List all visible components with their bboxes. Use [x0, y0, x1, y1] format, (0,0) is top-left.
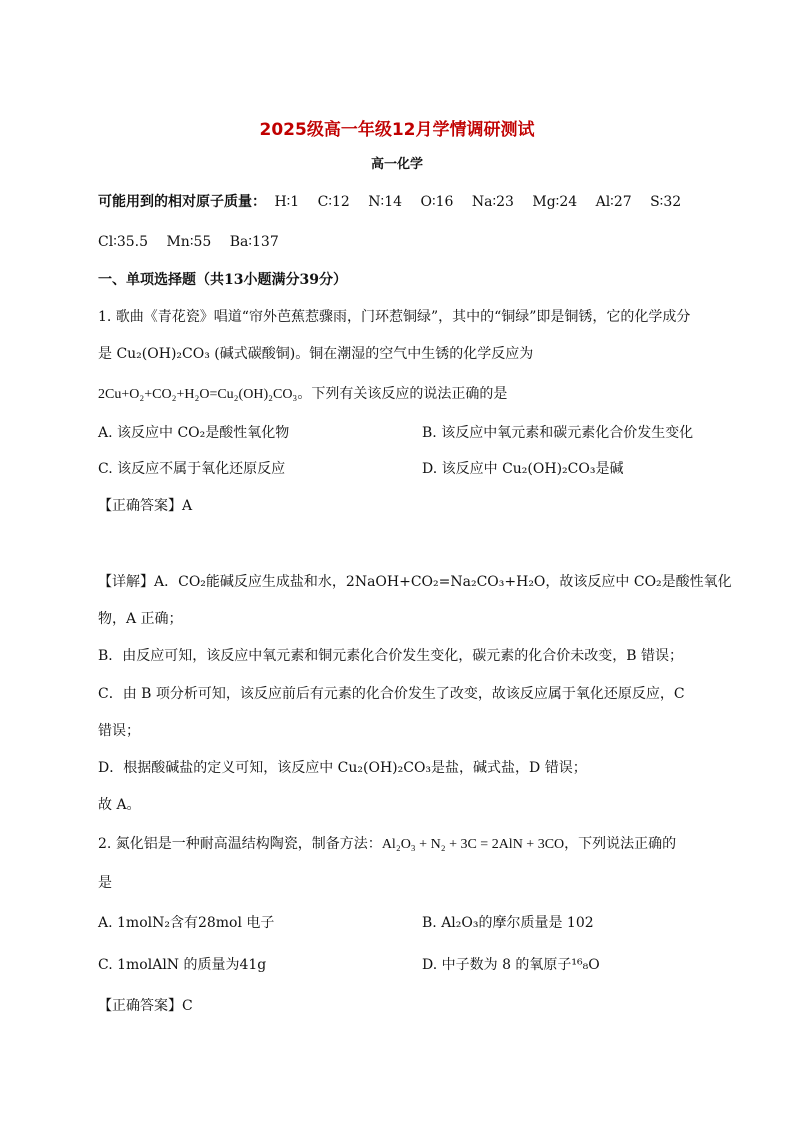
- mass-item: H∶1: [274, 194, 300, 210]
- q2-stem-line2: 是: [98, 875, 112, 891]
- atomic-masses-label: 可能用到的相对原子质量：: [98, 194, 266, 210]
- q2-answer: 【正确答案】C: [98, 998, 193, 1014]
- mass-item: S∶32: [650, 194, 682, 210]
- mass-item: Mn∶55: [166, 234, 212, 250]
- q1-stem-line3: [98, 384, 507, 405]
- q2-option-c: C. 1molAlN 的质量为41g: [98, 957, 267, 973]
- atomic-masses-line1: [98, 192, 695, 212]
- q1-equation: 2Cu+O₂+CO₂+H₂O=Cu₂(OH)₂CO₃: [98, 387, 298, 402]
- q1-option-d: D. 该反应中 Cu₂(OH)₂CO₃是碱: [422, 461, 624, 477]
- q2-equation: Al₂O₃ + N₂ + 3C = 2AlN + 3CO: [381, 837, 565, 852]
- q1-explain-line: 错误；: [98, 723, 140, 739]
- section-heading: 一、单项选择题（共13小题满分39分）: [98, 272, 347, 288]
- mass-item: Na∶23: [471, 194, 514, 210]
- q1-explain-line: D．根据酸碱盐的定义可知，该反应中 Cu₂(OH)₂CO₃是盐，碱式盐，D 错误；: [98, 760, 587, 776]
- mass-item: C∶12: [317, 194, 350, 210]
- q1-explain-line: B．由反应可知，该反应中氧元素和铜元素化合价发生变化，碳元素的化合价未改变，B 错误；: [98, 648, 684, 664]
- q1-stem-line1: 1. 歌曲《青花瓷》唱道“帘外芭蕉惹骤雨，门环惹铜绿”，其中的“铜绿”即是铜锈，它的化学成分: [98, 309, 691, 325]
- q2-option-a: A. 1molN₂含有28mol 电子: [98, 915, 275, 931]
- q2-option-d: D. 中子数为 8 的氧原子¹⁶₈O: [422, 957, 600, 973]
- mass-item: Al∶27: [595, 194, 632, 210]
- q1-option-b: B. 该反应中氧元素和碳元素化合价发生变化: [422, 425, 694, 441]
- q1-stem-line2: 是 Cu₂(OH)₂CO₃ (碱式碳酸铜)。铜在潮湿的空气中生锈的化学反应为: [98, 346, 534, 362]
- q2-stem-suffix: ，下列说法正确的: [564, 836, 677, 852]
- q1-explain-line: C．由 B 项分析可知，该反应前后有元素的化合价发生了改变，故该反应属于氧化还原反应，C: [98, 686, 685, 702]
- mass-item: Cl∶35.5: [98, 234, 149, 250]
- atomic-masses-line2: [98, 232, 293, 252]
- mass-item: Ba∶137: [229, 234, 279, 250]
- q1-option-c: C. 该反应不属于氧化还原反应: [98, 461, 286, 477]
- q2-stem-line1: [98, 834, 676, 855]
- mass-item: Mg∶24: [532, 194, 578, 210]
- page-title: 2025级高一年级12月学情调研测试: [259, 120, 535, 140]
- mass-item: N∶14: [368, 194, 403, 210]
- q1-option-a: A. 该反应中 CO₂是酸性氧化物: [98, 425, 290, 441]
- q1-explain-line: 故 A。: [98, 797, 141, 813]
- q1-explain-line: 【详解】A．CO₂能碱反应生成盐和水，2NaOH+CO₂=Na₂CO₃+H₂O，故该反应中 CO₂是酸性氧化: [98, 574, 732, 590]
- q1-explain-line: 物，A 正确；: [98, 611, 183, 627]
- mass-item: O∶16: [420, 194, 454, 210]
- q2-stem-prefix: 2. 氮化铝是一种耐高温结构陶瓷，制备方法：: [98, 836, 382, 852]
- q1-stem-tail: 。下列有关该反应的说法正确的是: [297, 386, 508, 402]
- q2-option-b: B. Al₂O₃的摩尔质量是 102: [422, 915, 594, 931]
- q1-answer: 【正确答案】A: [98, 498, 193, 514]
- page-subtitle: 高一化学: [370, 157, 423, 172]
